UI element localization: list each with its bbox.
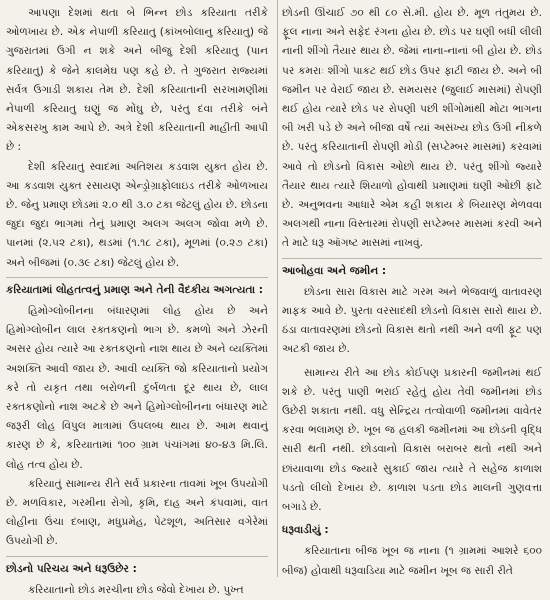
column-divider bbox=[277, 0, 278, 577]
hemoglobin-paragraph: હિમોગ્લોબીનના બંધારણમાં લોહ હોય છે અને હિમોગ્લોબીન લાલ રક્તકણનો ભાગ છે. કમળો અને ઝેરની અસર હોય ત્યારે આ રક્તકણનો નાશ થાય છે અને વ્યક્તિમાં અશક્તિ આવી જાય છે. આવી વ્યક્તિ જો કરિયાતાનો પ્રયોગ કરે તો યકૃત તથા બરોળની દુર્બળતા દૂર થાય છે, લાલ રક્તકણોનો નાશ અટકે છે અને હિમોગ્લોબીનના બંધારણ માટે જરૂરી લોહ વિપુલ માત્રામાં ઉપલબ્ધ થાય છે. આમ થવાનું કારણ છે કે, કરિયાતામાં ૧૦૦ ગ્રામ પંચાંગમાં ૪૦-૪૩ મિ.લિ. લોહ તત્વ હોય છે. bbox=[6, 305, 268, 471]
plant-growth-paragraph: છોડની ઊંચાઈ ૭૦ થી ૮૦ સે.મી. હોય છે. મૂળ તંતુમય છે. ફૂલ નાના અને સફેદ રંગના હોય છે. છોડ પર ઘણી બધી લીલી નાની શીંગો તૈયાર થાય છે. જેમાં નાના-નાનાં બી હોય છે. છોડ પર કમરાઃ શીંગો પાકટ થઈ છોડ ઉપર ફાટી જાય છે. અને બી જમીન પર વેરાઈ જાય છે. સમયસર (જુલાઈ માસમાં) રોપણી થઈ હોય ત્યારે છોડ પર રોપણી પછી શીંગોમાંથી મોટા ભાગના બી ખરી પડે છે અને બીજા વર્ષે ત્યાં અસંખ્ય છોડ ઉગી નીકળે છે. પરંતુ કરિયાતાની રોપણી મોડી (સપ્ટેમ્બર માસમાં) કરવામાં આવે તો છોડનો વિકાસ ઓછો થાય છે. પરંતુ શીંગો જ્યારે તૈયાર થાય ત્યારે શિયાળો હોવાથી પ્રમાણમાં ઘણી ઓછી ફાટે છે. અનુભવના આધારે એમ કહી શકાય કે બિયારણ મેળવવા અલગથી નાના વિસ્તારમાં રોપણી સપ્ટેમ્બર માસમાં કરવી અને તે માટે ધરૂ ઑગષ્ટ માસમાં નાખવું. bbox=[282, 7, 542, 250]
plant-intro-heading: છોડનો પરિચય અને ધરૂઉછેર : bbox=[6, 556, 268, 579]
left-column bbox=[6, 4, 274, 596]
climate-paragraph: છોડના સારા વિકાસ માટે ગરમ અને ભેજવાળું વાતાવરણ માફક આવે છે. પુરતા વરસાદથી છોડનો વિકાસ સારો થાય છે. ઠંડા વાતાવરણમાં છોડનો વિકાસ થતો નથી અને વળી ફૂટ પણ અટકી જાય છે. bbox=[282, 285, 542, 356]
nursery-heading: ધરૂવાડીયું : bbox=[282, 524, 329, 537]
right-column bbox=[274, 4, 542, 577]
iron-content-heading: કરિયાતામાં લોહતત્વનું પ્રમાણ અને તેની વૈદકીય અગત્યતા : bbox=[6, 277, 268, 300]
nursery-paragraph: કરિયાતાના બીજ ખૂબ જ નાના (૧ ગ્રામમાં આશરે ૬૦૦ બીજ) હોવાથી ધરૂવાડિયા માટે જમીન ખૂબ જ સારી રીતે bbox=[282, 545, 542, 577]
soil-paragraph: સામાન્ય રીતે આ છોડ કોઈપણ પ્રકારની જમીનમાં થઈ શકે છે. પરંતુ પાણી ભરાઈ રહેતું હોય તેવી જમીનમાં છોડ ઉછેરી શકાતા નથી. વધુ સેન્દ્રિય તત્વોવાળી જમીનમાં વાવેતર કરવા ભલામણ છે. ખૂબ જ હલકી જમીનમાં આ છોડની વૃદ્ધિ સારી થતી નથી. છોડવાનો વિકાસ બરાબર થતો નથી અને છાંયાવાળા છોડ જ્યારે સુકાઈ જાય ત્યારે તે સહેજ કાળાશ પડતો લીલો દેખાય છે. કાળાશ પડતા છોડ માલની ગુણવત્તા બગાડે છે. bbox=[282, 366, 542, 514]
climate-soil-heading: આબોહવા અને જમીન : bbox=[282, 258, 542, 281]
medicinal-use-paragraph: કરિયાતું સામાન્ય રીતે સર્વ પ્રકારના તાવમાં ખૂબ ઉપયોગી છે. મળવિકાર, ગરમીના રોગો, કૃમિ, દાહ અને કંપવામાં, વાત લોહીના ઉંચા દબાણ, મધુપ્રમેહ, પેટશૂળ, અતિસાર વગેરેમાં ઉપયોગી છે. bbox=[6, 477, 268, 548]
intro-paragraph: આપણા દેશમાં થતા બે ભિન્ન છોડ કરિયાતા તરીકે ઓળખાય છે. એક નેપાળી કરિયાતુ (કાંખબોલાનુ કરિયાતુ) જે ગુજરાતમાં ઉગી ન શકે અને બીજુ દેશી કરિયાતુ (પાન કરિયાતુ) કે જેને કાલમેઘ પણ કહે છે. તે ગુજરાત રાજ્યમાં સર્વત્ર ઉગાડી શકાય તેમ છે. દેશી કરિયાતાની સરખામણીમાં નેપાળી કરિયાતુ ઘણું જ મોંઘુ છે, પરંતુ દવા તરીકે બંને એકસરખુ કામ આપે છે. અત્રે દેશી કરિયાતાની માહીતી આપી છે : bbox=[6, 7, 268, 154]
bitterness-paragraph: દેશી કરિયાતુ સ્વાદમાં અતિશય કડવાશ યુક્ત હોય છે. આ કડવાશ યુક્ત રસાયણ એન્ડ્રોગ્રાફોલાઇડ તરીકે ઓળખાય છે. જેનુ પ્રમાણ છોડમાં ૨.૦ થી ૩.૦ ટકા જેટલું હોય છે. છોડના જુદા જુદા ભાગમાં તેનું પ્રમાણ અલગ અલગ જોવા મળે છે. પાનમાં (૨.૫૨ ટકા), થડમાં (૧.૧૮ ટકા), મૂળમાં (૦.૨૭ ટકા) અને બીજમાં (૦.૩૯ ટકા) જેટલું હોય છે. bbox=[6, 160, 268, 269]
plant-description-paragraph: કરિયાતાનો છોડ મરચીના છોડ જેવો દેખાય છે. પુખ્ત bbox=[28, 583, 244, 596]
